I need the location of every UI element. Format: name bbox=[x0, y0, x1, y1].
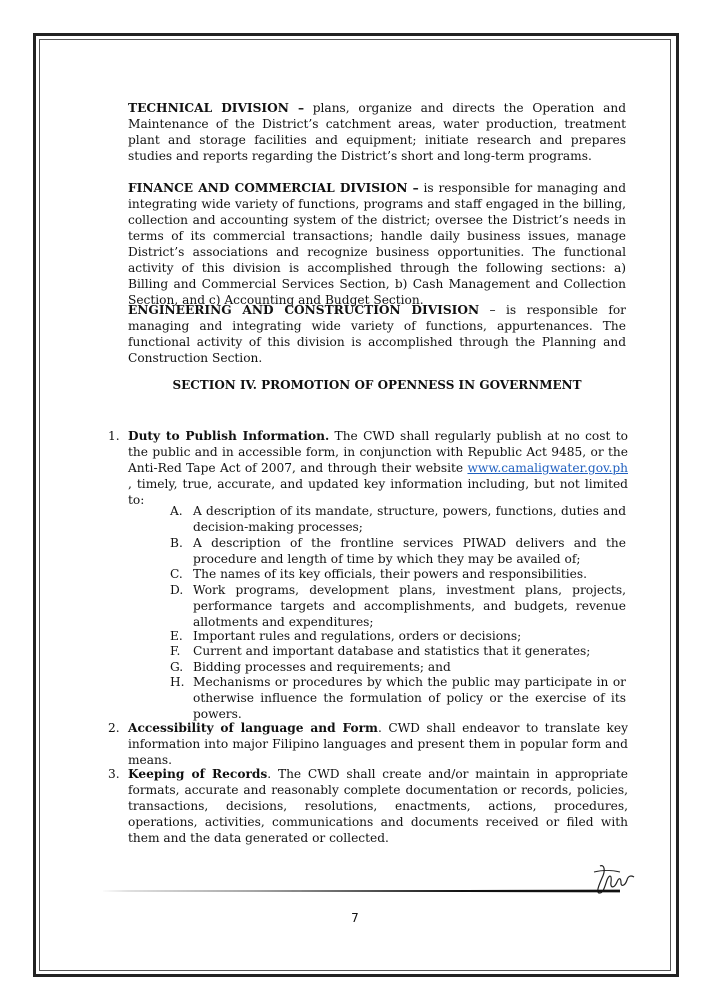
list-item-number: 2. bbox=[108, 721, 120, 735]
sublist-text: A description of the frontline services PIWAD delivers and the procedure and length of time by which they may be availed of; bbox=[193, 536, 626, 566]
sublist-letter: E. bbox=[170, 629, 183, 643]
list-item-keeping-records bbox=[108, 766, 628, 846]
list-item-number: 1. bbox=[108, 429, 120, 443]
sublist-letter: G. bbox=[170, 660, 184, 674]
list-item-text: . CWD shall endeavor to translate key information into major Filipino languages and present them in popular form and means. bbox=[128, 721, 628, 767]
list-item-title: Keeping of Records bbox=[128, 767, 268, 781]
sublist-item-e bbox=[170, 628, 626, 644]
website-link[interactable]: www.camaligwater.gov.ph bbox=[467, 461, 628, 475]
sublist-letter: D. bbox=[170, 583, 184, 597]
technical-division-title: TECHNICAL DIVISION – bbox=[128, 101, 305, 115]
page-number: 7 bbox=[351, 911, 359, 925]
technical-division-paragraph bbox=[128, 100, 626, 164]
list-item-title: Accessibility of language and Form bbox=[128, 721, 378, 735]
finance-division-text: is responsible for managing and integrating wide variety of functions, programs and staff engaged in the billing, collection and accounting system of the district; oversee the District’s needs in terms of its commercial transactions; handle daily business issues, manage District’s associations and recognize business opportunities. The functional activity of this division is accomplished through the following sections: a) Billing and Commercial Services Section, b) Cash Management and Collection Section, and c) Accounting and Budget Section. bbox=[128, 181, 627, 307]
list-item-number: 3. bbox=[108, 767, 120, 781]
list-item-accessibility bbox=[108, 720, 628, 768]
section-heading: SECTION IV. PROMOTION OF OPENNESS IN GOVERNMENT bbox=[172, 378, 582, 392]
sublist-text: A description of its mandate, structure, powers, functions, duties and decision-making processes; bbox=[193, 504, 626, 534]
sublist-text: Current and important database and statistics that it generates; bbox=[193, 644, 591, 658]
sublist-item-f bbox=[170, 643, 626, 659]
sublist-text: The names of its key officials, their powers and responsibilities. bbox=[193, 567, 588, 581]
sublist-letter: C. bbox=[170, 567, 183, 581]
sublist-text: Bidding processes and requirements; and bbox=[193, 660, 451, 674]
list-item-title: Duty to Publish Information. bbox=[128, 429, 330, 443]
engineering-division-title: ENGINEERING AND CONSTRUCTION DIVISION bbox=[128, 303, 480, 317]
sublist-item-h bbox=[170, 674, 626, 722]
sublist-item-g bbox=[170, 659, 626, 675]
sublist-letter: A. bbox=[170, 504, 183, 518]
sublist-letter: F. bbox=[170, 644, 181, 658]
list-item-text: The CWD shall regularly publish at no cost to the public and in accessible form, in conjunction with Republic Act 9485, or the Anti-Red Tape Act of 2007, and through their website bbox=[128, 429, 628, 475]
sublist-item-a bbox=[170, 503, 626, 535]
technical-division-text: plans, organize and directs the Operation and Maintenance of the District’s catchment areas, water production, treatment plant and storage facilities and equipment; initiate research and prepares studies and reports regarding the District’s short and long-term programs. bbox=[128, 101, 627, 163]
sublist-text: Work programs, development plans, investment plans, projects, performance targets and accomplishments, and budgets, revenue allotments and expenditures; bbox=[193, 583, 626, 629]
sublist-text: Mechanisms or procedures by which the public may participate in or otherwise influence the formulation of policy or the exercise of its powers. bbox=[193, 675, 626, 721]
engineering-division-paragraph bbox=[128, 302, 626, 366]
sublist-letter: H. bbox=[170, 675, 185, 689]
list-item-text-after: , timely, true, accurate, and updated key information including, but not limited to: bbox=[128, 477, 628, 507]
list-item-duty-to-publish bbox=[108, 428, 628, 508]
footer-divider bbox=[100, 889, 620, 893]
engineering-division-text: – is responsible for managing and integrating wide variety of functions, appurtenances. The functional activity of this division is accomplished through the Planning and Construction Section. bbox=[128, 303, 627, 365]
sublist-item-c bbox=[170, 566, 626, 582]
sublist-item-b bbox=[170, 535, 626, 567]
sublist-item-d bbox=[170, 582, 626, 630]
list-item-text: . The CWD shall create and/or maintain in appropriate formats, accurate and reasonably complete documentation or records, policies, transactions, decisions, resolutions, enactments, actions, procedures, operations, activities, communications and documents received or filed with them and the data generated or collected. bbox=[128, 767, 628, 845]
finance-division-paragraph bbox=[128, 180, 626, 308]
sublist-letter: B. bbox=[170, 536, 183, 550]
sublist-text: Important rules and regulations, orders or decisions; bbox=[193, 629, 522, 643]
finance-division-title: FINANCE AND COMMERCIAL DIVISION – bbox=[128, 181, 419, 195]
